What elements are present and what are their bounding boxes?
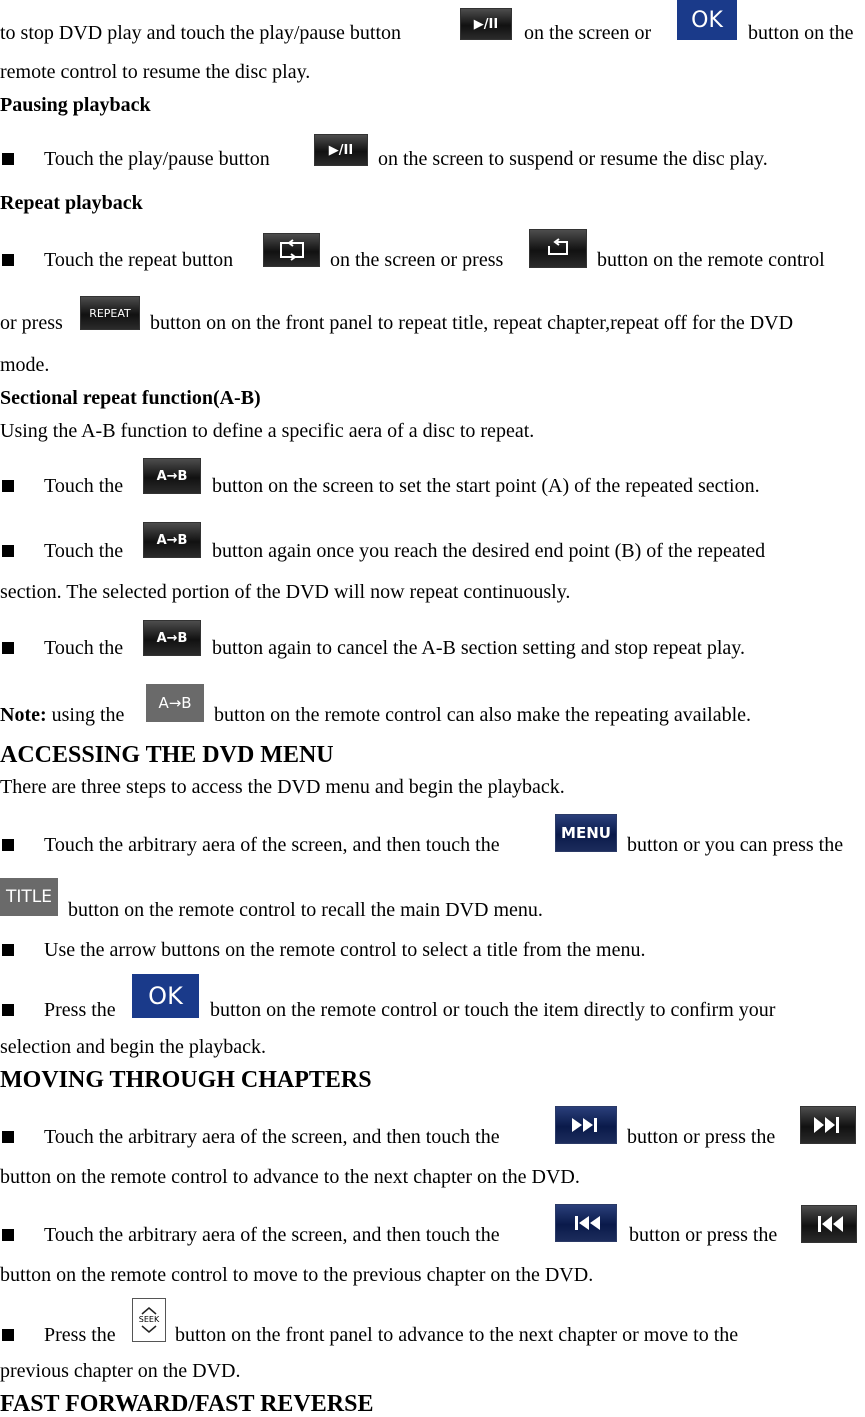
text-line: button on the remote control to move to the previous chapter on the DVD. (0, 1264, 594, 1286)
text-line: Use the arrow buttons on the remote control to select a title from the menu. (44, 939, 646, 961)
repeat-remote-icon (529, 229, 587, 268)
text-line: button or you can press the (627, 834, 844, 856)
title-remote-icon: TITLE (0, 878, 58, 916)
section-heading: FAST FORWARD/FAST REVERSE (0, 1391, 374, 1417)
section-heading: Repeat playback (0, 192, 143, 214)
text-line: selection and begin the playback. (0, 1036, 267, 1058)
section-heading: Sectional repeat function(A-B) (0, 387, 261, 409)
section-heading: MOVING THROUGH CHAPTERS (0, 1067, 372, 1093)
bullet-icon (2, 480, 14, 492)
repeat-panel-button-icon: REPEAT (80, 296, 140, 330)
text-line: mode. (0, 354, 50, 376)
play-pause-icon: ▶/II (314, 134, 368, 166)
text-line: Using the A-B function to define a specific aera of a disc to repeat. (0, 420, 535, 442)
text-line: Touch the arbitrary aera of the screen, and then touch the (44, 1126, 500, 1148)
ab-repeat-icon: A→B (143, 522, 201, 558)
text-line: or press (0, 312, 63, 334)
section-heading: ACCESSING THE DVD MENU (0, 742, 334, 768)
text-line: button on the screen to set the start point (A) of the repeated section. (212, 475, 760, 497)
ab-repeat-icon: A→B (143, 458, 201, 494)
bullet-icon (2, 545, 14, 557)
bullet-icon (2, 1329, 14, 1341)
text-line: button on the remote control can also make the repeating available. (214, 704, 752, 726)
text-line: on the screen or press (330, 249, 504, 271)
text-line: Touch the repeat button (44, 249, 234, 271)
text-line: button or press the (629, 1224, 778, 1246)
note-line: Note: using the (0, 704, 125, 726)
text-line: to stop DVD play and touch the play/pause button (0, 22, 402, 44)
text-line: button on the remote control to recall the main DVD menu. (68, 899, 543, 921)
text-line: on the screen or (524, 22, 652, 44)
text-line: button on the (748, 22, 854, 44)
text-line: Press the (44, 999, 116, 1021)
next-chapter-icon (555, 1106, 617, 1144)
bullet-icon (2, 1004, 14, 1016)
text-line: button on the front panel to advance to the next chapter or move to the (175, 1324, 739, 1346)
ab-repeat-icon: A→B (143, 620, 201, 656)
text-line: button on the remote control to advance to the next chapter on the DVD. (0, 1166, 580, 1188)
seek-panel-button-icon: SEEK (132, 1298, 166, 1342)
bullet-icon (2, 839, 14, 851)
text-line: section. The selected portion of the DVD will now repeat continuously. (0, 581, 571, 603)
play-pause-icon: ▶/II (460, 8, 512, 40)
text-line: Touch the play/pause button (44, 148, 270, 170)
text-line: previous chapter on the DVD. (0, 1360, 241, 1382)
text-line: Press the (44, 1324, 116, 1346)
text-line: button again once you reach the desired end point (B) of the repeated (212, 540, 766, 562)
text-line: button again to cancel the A-B section setting and stop repeat play. (212, 637, 745, 659)
text-line: Touch the arbitrary aera of the screen, and then touch the (44, 1224, 500, 1246)
bullet-icon (2, 642, 14, 654)
repeat-icon (263, 233, 320, 267)
bullet-icon (2, 153, 14, 165)
text-line: There are three steps to access the DVD menu and begin the playback. (0, 776, 565, 798)
menu-icon: MENU (555, 814, 617, 852)
previous-chapter-icon (555, 1204, 617, 1242)
text-line: button or press the (627, 1126, 776, 1148)
text-line: button on on the front panel to repeat title, repeat chapter,repeat off for the DVD (150, 312, 794, 334)
ab-remote-icon: A→B (146, 684, 204, 722)
ok-button-icon: OK (132, 974, 199, 1018)
previous-chapter-remote-icon (801, 1205, 857, 1243)
text-line: on the screen to suspend or resume the disc play. (378, 148, 768, 170)
text-line: Touch the (44, 637, 124, 659)
bullet-icon (2, 944, 14, 956)
bullet-icon (2, 254, 14, 266)
ok-button-icon: OK (677, 0, 737, 40)
text-line: button on the remote control or touch the item directly to confirm your (210, 999, 776, 1021)
text-line: Touch the arbitrary aera of the screen, and then touch the (44, 834, 500, 856)
text-line: remote control to resume the disc play. (0, 61, 311, 83)
section-heading: Pausing playback (0, 94, 151, 116)
next-chapter-remote-icon (800, 1106, 856, 1144)
text-line: button on the remote control (597, 249, 825, 271)
bullet-icon (2, 1131, 14, 1143)
text-line: Touch the (44, 540, 124, 562)
text-line: Touch the (44, 475, 124, 497)
bullet-icon (2, 1229, 14, 1241)
